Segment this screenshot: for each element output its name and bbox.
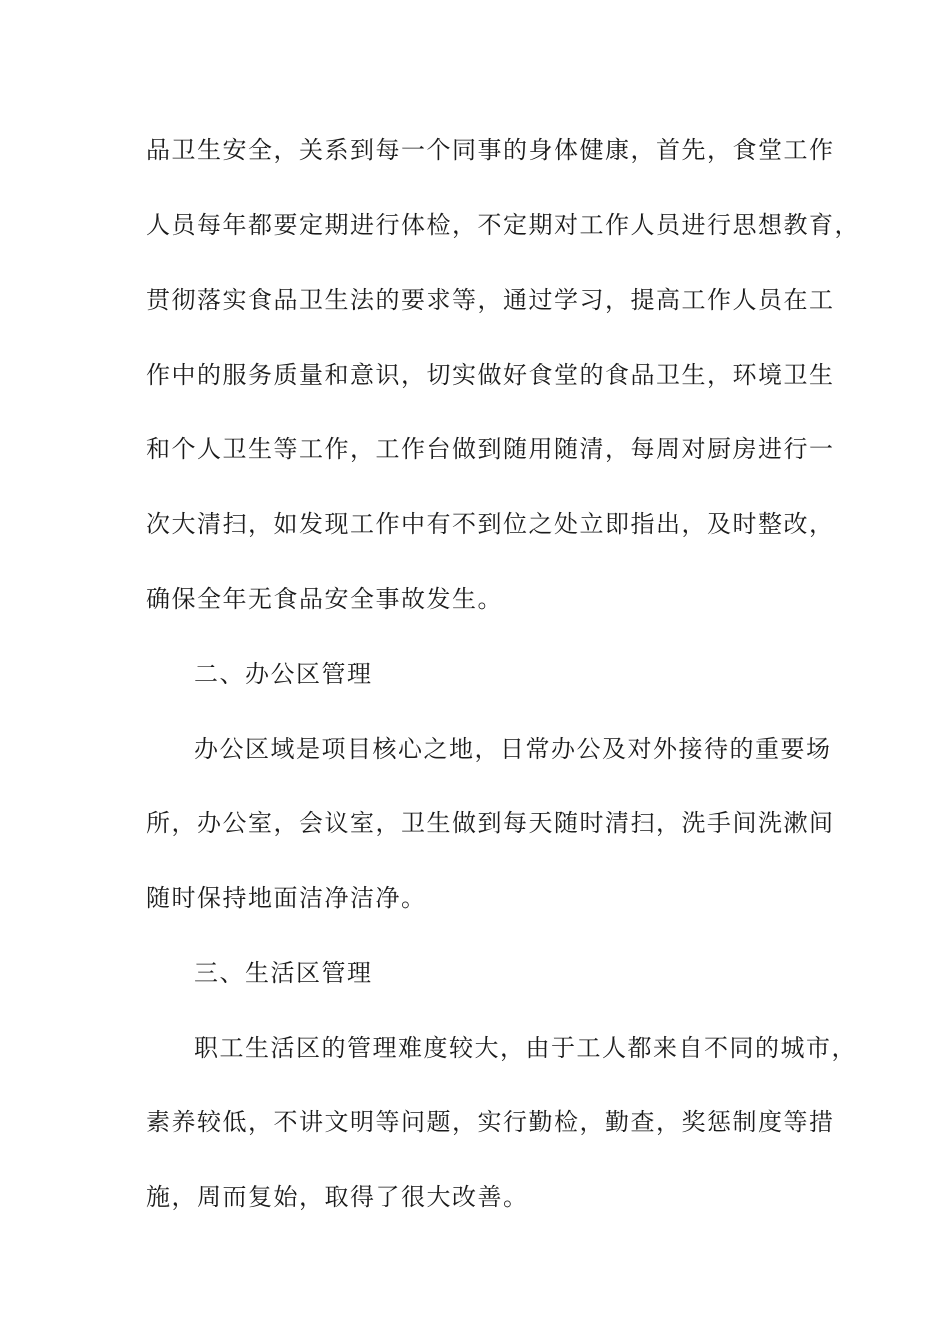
paragraph-line: 贯彻落实食品卫生法的要求等，通过学习，提高工作人员在工	[146, 286, 835, 314]
paragraph-line: 人员每年都要定期进行体检，不定期对工作人员进行思想教育，	[146, 211, 860, 239]
paragraph-line: 职工生活区的管理难度较大，由于工人都来自不同的城市，	[194, 1034, 857, 1062]
paragraph-line: 素养较低，不讲文明等问题，实行勤检，勤查，奖惩制度等措	[146, 1108, 835, 1136]
section-heading: 三、生活区管理	[194, 959, 373, 987]
paragraph-line: 办公区域是项目核心之地，日常办公及对外接待的重要场	[194, 735, 832, 763]
paragraph-line: 作中的服务质量和意识，切实做好食堂的食品卫生，环境卫生	[146, 361, 835, 389]
paragraph-line: 随时保持地面洁净洁净。	[146, 884, 427, 912]
paragraph-line: 所，办公室，会议室，卫生做到每天随时清扫，洗手间洗漱间	[146, 809, 835, 837]
paragraph-line: 和个人卫生等工作，工作台做到随用随清，每周对厨房进行一	[146, 435, 835, 463]
paragraph-line: 确保全年无食品安全事故发生。	[146, 585, 503, 613]
paragraph-line: 次大清扫，如发现工作中有不到位之处立即指出，及时整改，	[146, 510, 835, 538]
paragraph-line: 品卫生安全，关系到每一个同事的身体健康，首先，食堂工作	[146, 136, 835, 164]
section-heading: 二、办公区管理	[194, 660, 373, 688]
paragraph-line: 施，周而复始，取得了很大改善。	[146, 1183, 529, 1211]
